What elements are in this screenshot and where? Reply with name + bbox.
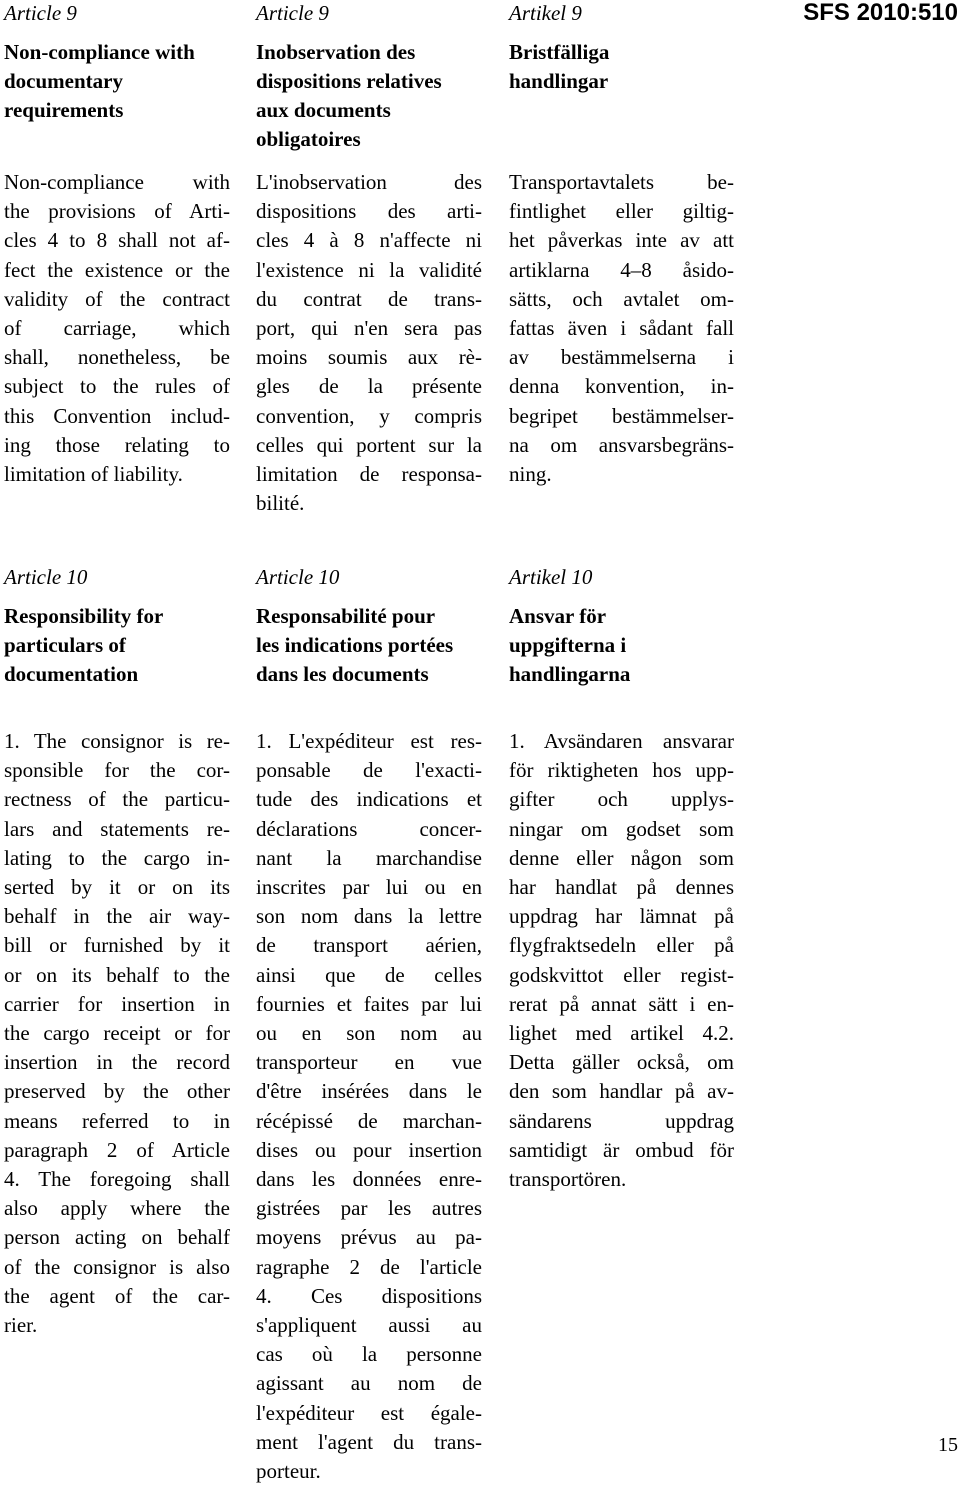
article-column-swedish (509, 0, 734, 489)
article-title-line: Inobservation des (256, 40, 416, 64)
article-body-line: artiklarna 4–8 åsido- (509, 257, 734, 282)
article-body-line: gifter och upplys- (509, 787, 734, 812)
article-title-line: uppgifterna i (509, 633, 627, 657)
article-body-line: s'appliquent aussi au (256, 1313, 482, 1338)
article-body-line: bill or furnished by it (4, 933, 230, 958)
article-body-line: the cargo receipt or for (4, 1021, 230, 1046)
article-body-line: limitation de responsa- (256, 462, 482, 487)
article-body-line: flygfraktsedeln eller på (509, 933, 734, 958)
article-body-line: uppdrag har lämnat på (509, 904, 734, 929)
article-body-line: celles qui portent sur la (256, 432, 482, 457)
article-body-line: ou en son nom au (256, 1021, 482, 1046)
article-body-line: récépissé de marchan- (256, 1108, 482, 1133)
article-body-line: Transportavtalets be- (509, 170, 734, 194)
article-body-line: nant la marchandise (256, 845, 482, 870)
article-body-line: porteur. (256, 1459, 321, 1484)
article-label: Article 10 (256, 565, 340, 589)
article-column-french (256, 564, 482, 1486)
article-body-line: de transport aérien, (256, 933, 482, 958)
article-title-line: obligatoires (256, 127, 361, 151)
article-title (256, 38, 482, 168)
article-label: Article 9 (256, 1, 329, 25)
article-label: Artikel 10 (509, 565, 593, 589)
article-title-line: particulars of (4, 633, 126, 657)
article-title (4, 38, 230, 168)
article-title-line: les indications portées (256, 633, 454, 657)
article-body (509, 168, 734, 489)
article-body-line: limitation of liability. (4, 462, 183, 487)
article-body-line: déclarations concer- (256, 816, 482, 841)
article-body-line: rectness of the particu- (4, 787, 230, 812)
page-number: 15 (938, 1434, 958, 1456)
article-body-line: för riktigheten hos upp- (509, 758, 734, 783)
article-body-line: dispositions des arti- (256, 199, 482, 224)
article-title-line: dans les documents (256, 662, 429, 686)
sfs-reference: SFS 2010:510 (803, 0, 958, 26)
article-body-line: moins soumis aux rè- (256, 345, 482, 370)
article-body (4, 168, 230, 489)
article-body-line: also apply where the (4, 1196, 230, 1221)
article-body-line: ragraphe 2 de l'article (256, 1254, 482, 1279)
article-body-line: fattas även i sådant fall (509, 316, 734, 341)
article-body-line: lating to the cargo in- (4, 845, 230, 870)
article-title-line: requirements (4, 98, 124, 122)
article-body-line: tude des indications et (256, 787, 482, 812)
article-body-line: av bestämmelserna i (509, 345, 734, 370)
article-body-line: 1. Avsändaren ansvarar (509, 729, 734, 753)
article-title-line: dispositions relatives (256, 69, 442, 93)
article-body-line: fect the existence or the (4, 257, 230, 282)
article-title-line: Non-compliance with (4, 40, 195, 64)
article-body (256, 727, 482, 1486)
article-body-line: d'être insérées dans le (256, 1079, 482, 1104)
article-label: Article 9 (4, 1, 77, 25)
article-body-line: lighet med artikel 4.2. (509, 1021, 734, 1046)
article-column-english (4, 0, 230, 489)
article-title-line: Responsabilité pour (256, 604, 436, 628)
article-body-line: son nom dans la lettre (256, 904, 482, 929)
article-body-line: sponsible for the cor- (4, 758, 230, 783)
article-body-line: sändarens uppdrag (509, 1108, 734, 1133)
article-body-line: Non-compliance with (4, 170, 230, 194)
article-body-line: cles 4 to 8 shall not af- (4, 228, 230, 253)
article-title-line: documentary (4, 69, 123, 93)
article-body-line: carrier for insertion in (4, 991, 230, 1016)
article-body-line: rerat på annat sätt i en- (509, 991, 734, 1016)
article-body-line: of carriage, which (4, 316, 230, 341)
article-body-line: Detta gäller också, om (509, 1050, 734, 1075)
article-body-line: the agent of the car- (4, 1283, 230, 1308)
article-body (509, 727, 734, 1194)
article-column-swedish (509, 564, 734, 1194)
article-body-line: den som handlar på av- (509, 1079, 734, 1104)
article-body (4, 727, 230, 1340)
article-body-line: cles 4 à 8 n'affecte ni (256, 228, 482, 253)
article-title-line: handlingar (509, 69, 609, 93)
article-title-line: handlingarna (509, 662, 631, 686)
article-body-line: samtidigt är ombud för (509, 1137, 734, 1162)
article-body-line: het påverkas inte av att (509, 228, 734, 253)
article-body-line: denna konvention, in- (509, 374, 734, 399)
article-body-line: port, qui n'en sera pas (256, 316, 482, 341)
article-body-line: 1. L'expéditeur est res- (256, 729, 482, 753)
article-body-line: ing those relating to (4, 432, 230, 457)
article-title-line: documentation (4, 662, 139, 686)
article-body-line: preserved by the other (4, 1079, 230, 1104)
article-body-line: fintlighet eller giltig- (509, 199, 734, 224)
article-label: Article 10 (4, 565, 88, 589)
article-body-line: du contrat de trans- (256, 286, 482, 311)
article-body-line: dans les données enre- (256, 1167, 482, 1192)
article-body-line: insertion in the record (4, 1050, 230, 1075)
article-label: Artikel 9 (509, 1, 582, 25)
article-body-line: subject to the rules of (4, 374, 230, 399)
article-body-line: l'expéditeur est égale- (256, 1400, 482, 1425)
article-body-line: gistrées par les autres (256, 1196, 482, 1221)
article-body-line: behalf in the air way- (4, 904, 230, 929)
article-body-line: ning. (509, 462, 552, 487)
article-body-line: agissant au nom de (256, 1371, 482, 1396)
article-body-line: begripet bestämmelser- (509, 403, 734, 428)
article-column-english (4, 564, 230, 1340)
article-body-line: validity of the contract (4, 286, 230, 311)
article-body-line: paragraph 2 of Article (4, 1137, 230, 1162)
article-body-line: lars and statements re- (4, 816, 230, 841)
article-body-line: inscrites par lui ou en (256, 875, 482, 900)
article-body-line: har handlat på dennes (509, 875, 734, 900)
article-body-line: the provisions of Arti- (4, 199, 230, 224)
article-body (256, 168, 482, 518)
article-title-line: Responsibility for (4, 604, 164, 628)
article-body-line: na om ansvarsbegräns- (509, 432, 734, 457)
article-body-line: 4. The foregoing shall (4, 1167, 230, 1192)
article-body-line: transporteur en vue (256, 1050, 482, 1075)
article-body-line: gles de la présente (256, 374, 482, 399)
article-title-line: Bristfälliga (509, 40, 610, 64)
article-title (509, 602, 734, 727)
article-body-line: serted by it or on its (4, 875, 230, 900)
article-column-french (256, 0, 482, 518)
article-body-line: dises ou pour insertion (256, 1137, 482, 1162)
article-body-line: moyens prévus au pa- (256, 1225, 482, 1250)
article-body-line: shall, nonetheless, be (4, 345, 230, 370)
article-body-line: denne eller någon som (509, 845, 734, 870)
article-body-line: or on its behalf to the (4, 962, 230, 987)
article-title-line: Ansvar för (509, 604, 607, 628)
article-body-line: of the consignor is also (4, 1254, 230, 1279)
article-body-line: transportören. (509, 1167, 627, 1192)
article-body-line: ponsable de l'exacti- (256, 758, 482, 783)
article-body-line: bilité. (256, 491, 305, 516)
article-body-line: 1. The consignor is re- (4, 729, 230, 753)
article-body-line: sätts, och avtalet om- (509, 286, 734, 311)
article-body-line: ment l'agent du trans- (256, 1429, 482, 1454)
article-title (4, 602, 230, 727)
article-body-line: 4. Ces dispositions (256, 1283, 482, 1308)
article-title-line: aux documents (256, 98, 391, 122)
article-body-line: fournies et faites par lui (256, 991, 482, 1016)
article-title (256, 602, 482, 727)
article-body-line: ainsi que de celles (256, 962, 482, 987)
article-body-line: L'inobservation des (256, 170, 482, 194)
article-body-line: l'existence ni la validité (256, 257, 482, 282)
article-body-line: this Convention includ- (4, 403, 230, 428)
article-body-line: ningar om godset som (509, 816, 734, 841)
article-body-line: rier. (4, 1313, 38, 1338)
article-body-line: godskvittot eller regist- (509, 962, 734, 987)
article-body-line: convention, y compris (256, 403, 482, 428)
article-body-line: person acting on behalf (4, 1225, 230, 1250)
article-body-line: means referred to in (4, 1108, 230, 1133)
article-title (509, 38, 734, 168)
article-body-line: cas où la personne (256, 1342, 482, 1367)
